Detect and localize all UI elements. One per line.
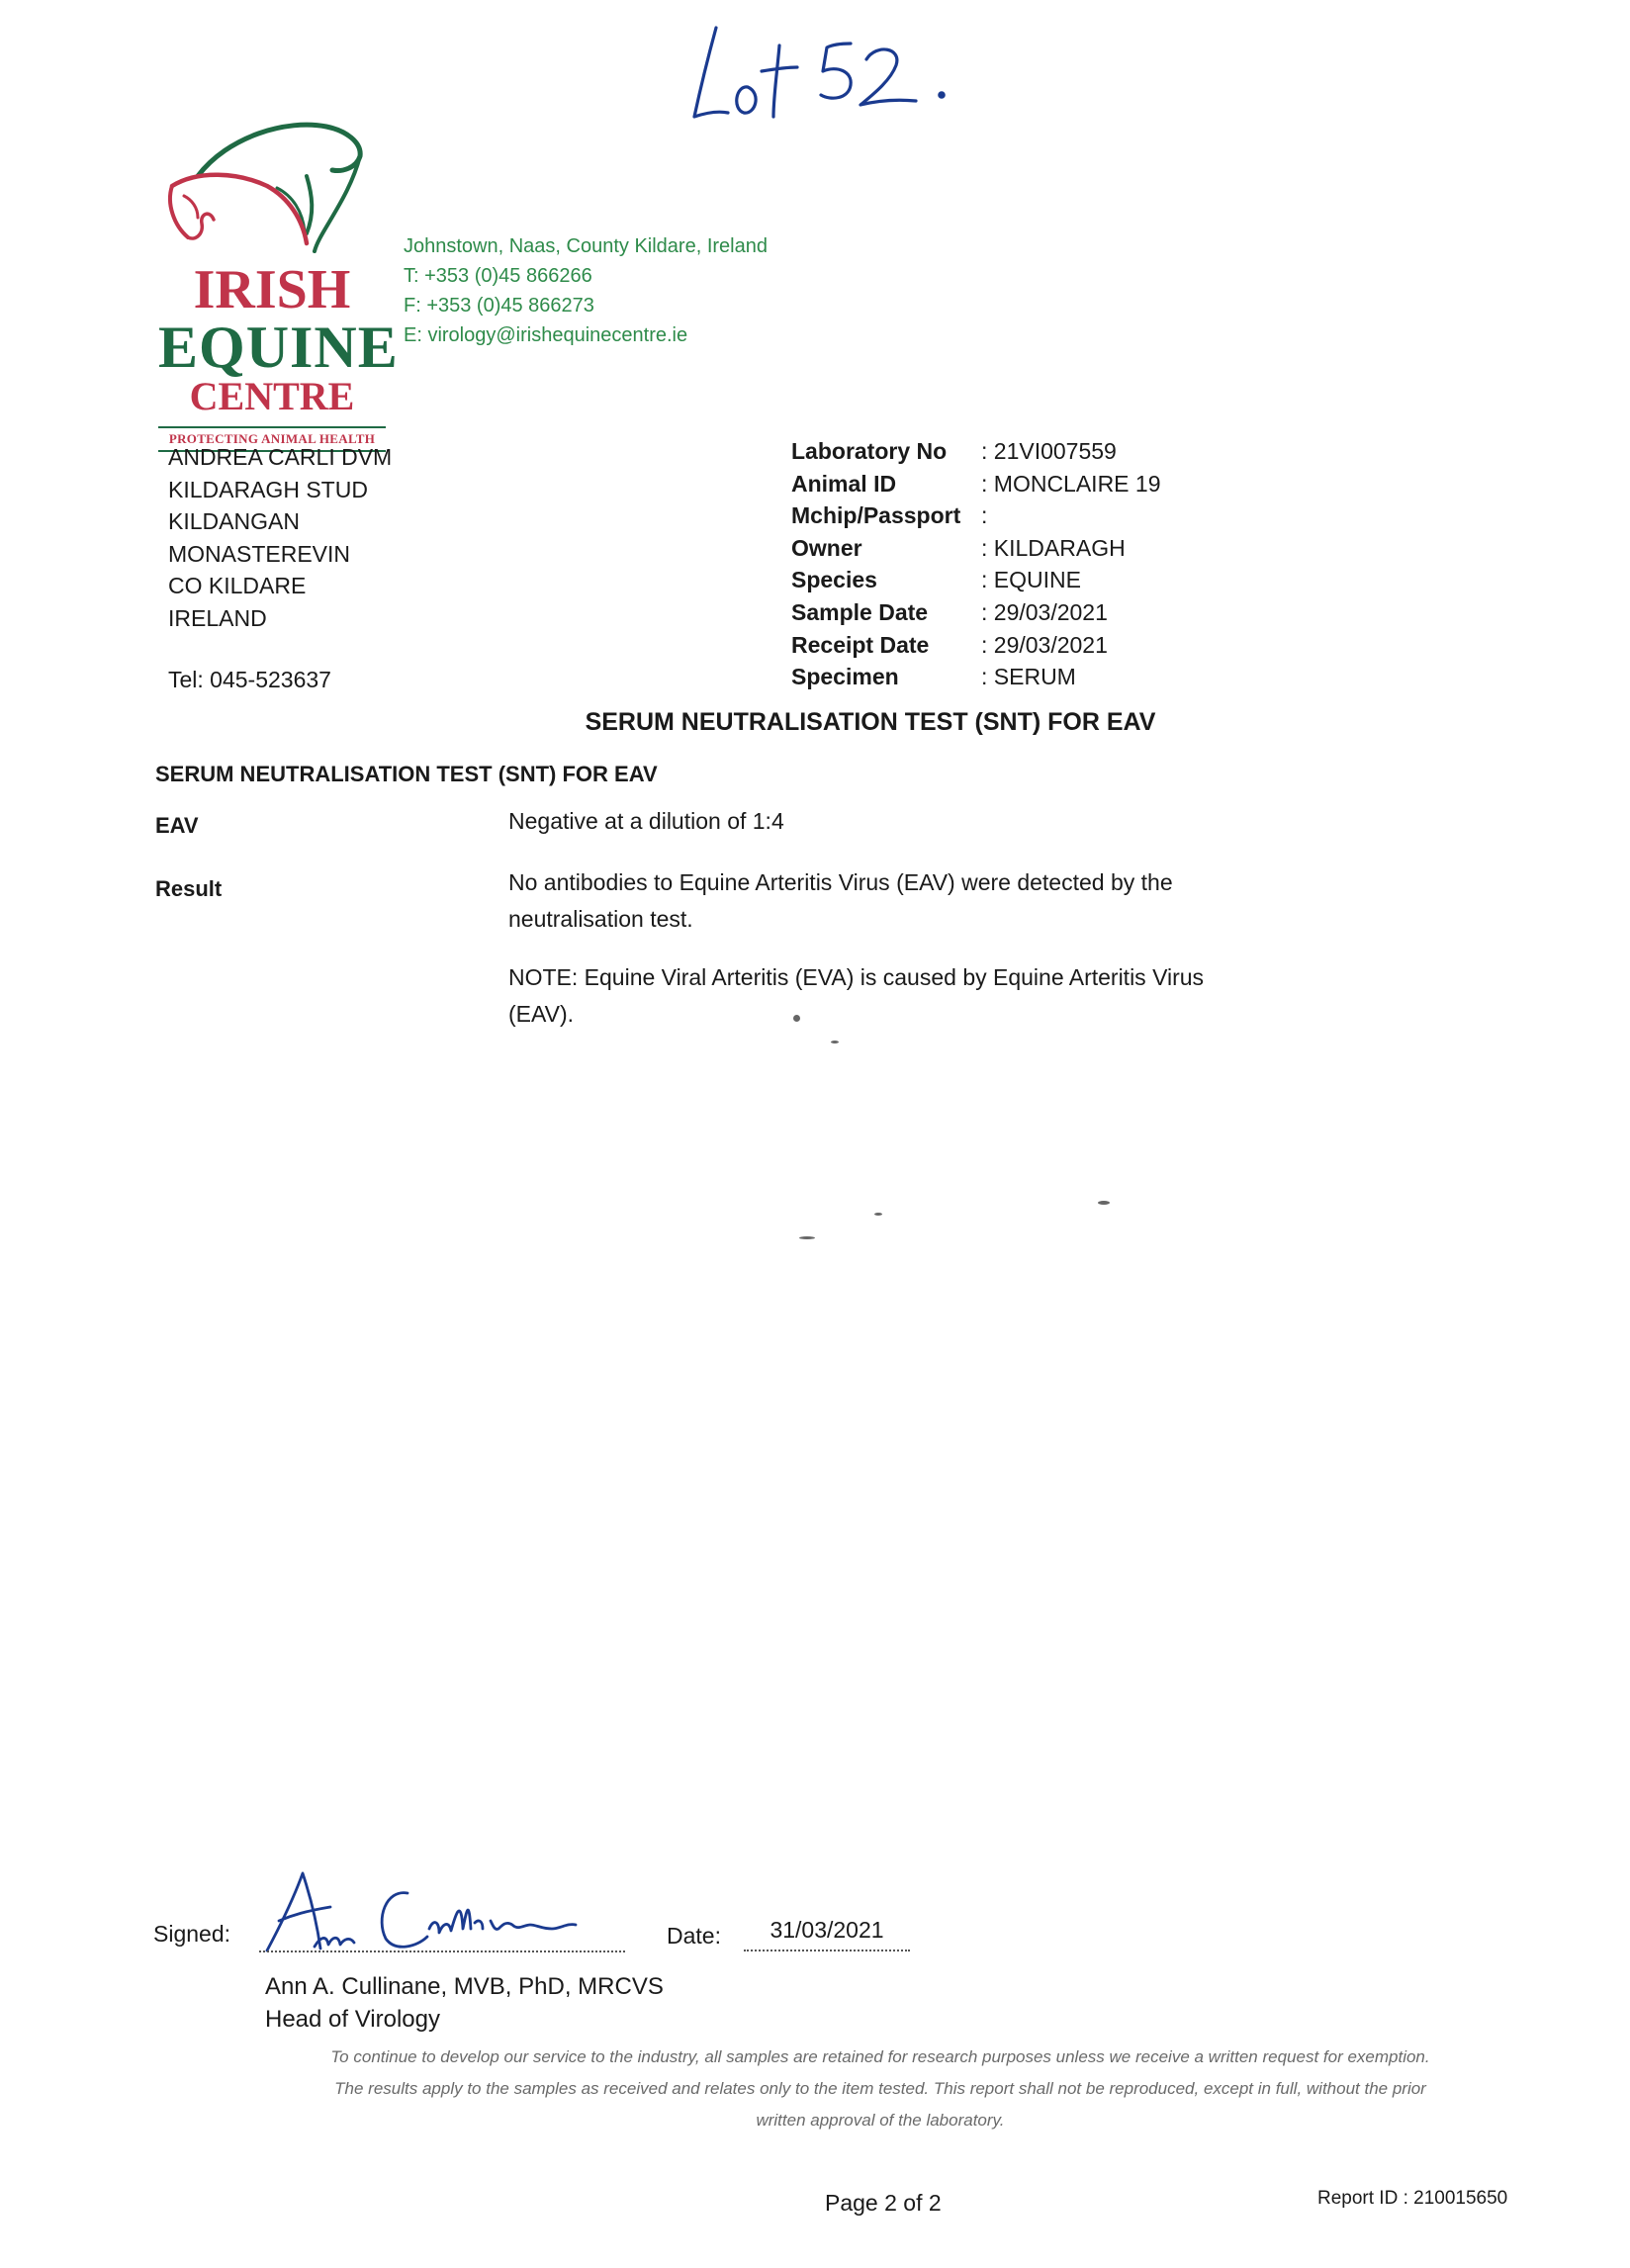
meta-label: Laboratory No bbox=[791, 438, 948, 464]
meta-label: Owner bbox=[791, 534, 862, 561]
result-text: No antibodies to Equine Arteritis Virus (EAV) were detected by the neutralisation test. bbox=[508, 869, 1173, 932]
disclaimer-line: To continue to develop our service to the industry, all samples are retained for research purposes unless we receive a written request for exemption. bbox=[330, 2047, 1430, 2066]
scan-speck bbox=[793, 1015, 800, 1022]
scan-speck bbox=[799, 1236, 815, 1239]
meta-value: : bbox=[981, 502, 988, 529]
scan-speck bbox=[831, 1041, 839, 1043]
horse-logo-icon bbox=[158, 117, 386, 255]
signer-name: Ann A. Cullinane, MVB, PhD, MRCVS bbox=[265, 1973, 664, 2000]
meta-label: Mchip/Passport bbox=[791, 502, 961, 529]
meta-row bbox=[791, 499, 1161, 532]
meta-value: : SERUM bbox=[981, 664, 1076, 690]
result-label: Result bbox=[155, 876, 223, 901]
page-number: Page 2 of 2 bbox=[825, 2190, 942, 2216]
meta-row bbox=[791, 564, 1161, 596]
meta-label: Receipt Date bbox=[791, 631, 930, 658]
handwritten-lot-note bbox=[682, 10, 999, 129]
eav-value: Negative at a dilution of 1:4 bbox=[508, 808, 784, 834]
sample-metadata bbox=[791, 435, 1161, 693]
report-title: SERUM NEUTRALISATION TEST (SNT) FOR EAV bbox=[585, 708, 1156, 736]
signer-block bbox=[265, 1970, 664, 2036]
logo-tagline: PROTECTING ANIMAL HEALTH bbox=[158, 426, 386, 452]
meta-row bbox=[791, 596, 1161, 629]
recipient-line: KILDARAGH STUD bbox=[168, 476, 368, 502]
scan-speck bbox=[874, 1213, 882, 1216]
signature-line bbox=[259, 1950, 625, 1952]
logo-equine-text: EQUINE bbox=[158, 315, 399, 380]
date-label: Date: bbox=[667, 1923, 721, 1949]
meta-row bbox=[791, 468, 1161, 500]
signer-title: Head of Virology bbox=[265, 2006, 440, 2033]
meta-row bbox=[791, 532, 1161, 565]
signed-label: Signed: bbox=[153, 1921, 231, 1947]
date-value: 31/03/2021 bbox=[744, 1917, 910, 1951]
recipient-line: IRELAND bbox=[168, 604, 267, 631]
disclaimer-line: The results apply to the samples as received and relates only to the item tested. This report shall not be reproduced, except in full, without the prior bbox=[334, 2079, 1426, 2098]
section-title: SERUM NEUTRALISATION TEST (SNT) FOR EAV bbox=[155, 762, 658, 786]
contact-phone: T: +353 (0)45 866266 bbox=[404, 265, 592, 287]
meta-row bbox=[791, 435, 1161, 468]
disclaimer bbox=[237, 2041, 1523, 2136]
meta-row bbox=[791, 629, 1161, 662]
recipient-line: CO KILDARE bbox=[168, 573, 307, 598]
contact-block bbox=[404, 231, 768, 350]
contact-address: Johnstown, Naas, County Kildare, Ireland bbox=[404, 235, 768, 257]
meta-label: Species bbox=[791, 567, 877, 593]
meta-value: : KILDARAGH bbox=[981, 534, 1126, 561]
report-id: Report ID : 210015650 bbox=[1317, 2188, 1508, 2209]
recipient-line: MONASTEREVIN bbox=[168, 540, 351, 567]
irish-equine-centre-logo bbox=[158, 117, 399, 446]
note-text: NOTE: Equine Viral Arteritis (EVA) is caused by Equine Arteritis Virus (EAV). bbox=[508, 964, 1205, 1027]
meta-value: : MONCLAIRE 19 bbox=[981, 470, 1161, 497]
contact-fax: F: +353 (0)45 866273 bbox=[404, 295, 594, 317]
meta-value: : EQUINE bbox=[981, 567, 1081, 593]
meta-label: Animal ID bbox=[791, 470, 897, 497]
meta-value: : 29/03/2021 bbox=[981, 631, 1108, 658]
meta-row bbox=[791, 661, 1161, 693]
recipient-address bbox=[168, 441, 392, 696]
meta-value: : 29/03/2021 bbox=[981, 598, 1108, 625]
recipient-line: ANDREA CARLI DVM bbox=[168, 444, 393, 470]
recipient-tel: Tel: 045-523637 bbox=[168, 667, 331, 692]
scan-speck bbox=[1098, 1201, 1110, 1205]
meta-label: Sample Date bbox=[791, 598, 929, 625]
recipient-line: KILDANGAN bbox=[168, 508, 300, 534]
logo-centre-text: CENTRE bbox=[189, 374, 355, 418]
meta-value: : 21VI007559 bbox=[981, 438, 1117, 464]
logo-irish-text: IRISH bbox=[193, 259, 351, 320]
disclaimer-line: written approval of the laboratory. bbox=[756, 2111, 1005, 2130]
contact-email[interactable]: E: virology@irishequinecentre.ie bbox=[404, 324, 688, 346]
meta-label: Specimen bbox=[791, 664, 899, 690]
eav-label: EAV bbox=[155, 813, 199, 838]
